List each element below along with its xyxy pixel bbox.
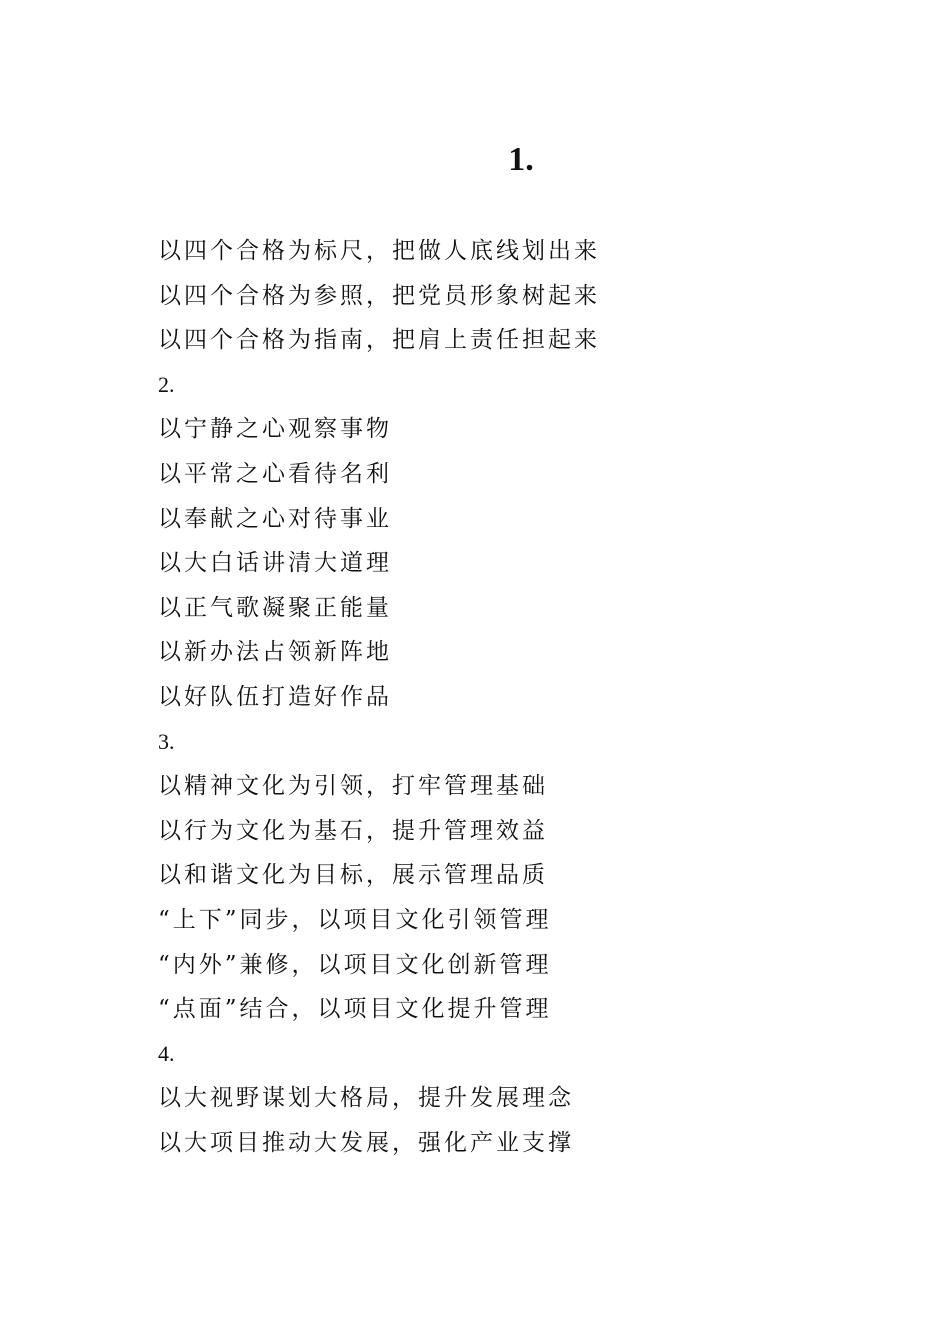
section-number-title: 1. bbox=[508, 141, 534, 178]
text-line: 以新办法占领新阵地 bbox=[158, 639, 392, 666]
text-line: 以四个合格为标尺，把做人底线划出来 bbox=[158, 238, 600, 264]
text-line: 以奉献之心对待事业 bbox=[158, 505, 392, 532]
text-line: 以精神文化为引领，打牢管理基础 bbox=[158, 773, 548, 800]
text-line: 以平常之心看待名利 bbox=[158, 460, 392, 487]
text-line: 以四个合格为指南，把肩上责任担起来 bbox=[158, 327, 600, 354]
text-line: 以四个合格为参照，把党员形象树起来 bbox=[158, 282, 600, 309]
text-line: “点面”结合，以项目文化提升管理 bbox=[158, 996, 552, 1023]
text-line: 以大视野谋划大格局，提升发展理念 bbox=[158, 1085, 574, 1112]
text-line: “内外”兼修，以项目文化创新管理 bbox=[158, 951, 552, 978]
text-line: 以好队伍打造好作品 bbox=[158, 683, 392, 710]
section-number: 3. bbox=[158, 728, 175, 754]
text-line: 以大项目推动大发展，强化产业支撑 bbox=[158, 1129, 574, 1156]
section-number: 2. bbox=[158, 371, 175, 397]
text-line: 以宁静之心观察事物 bbox=[158, 416, 392, 443]
document-body bbox=[158, 229, 858, 1165]
text-line: “上下”同步，以项目文化引领管理 bbox=[158, 906, 552, 933]
section-number: 4. bbox=[158, 1040, 175, 1066]
text-line: 以行为文化为基石，提升管理效益 bbox=[158, 817, 548, 844]
text-line: 以正气歌凝聚正能量 bbox=[158, 594, 392, 621]
text-line: 以大白话讲清大道理 bbox=[158, 550, 392, 577]
text-line: 以和谐文化为目标，展示管理品质 bbox=[158, 862, 548, 889]
